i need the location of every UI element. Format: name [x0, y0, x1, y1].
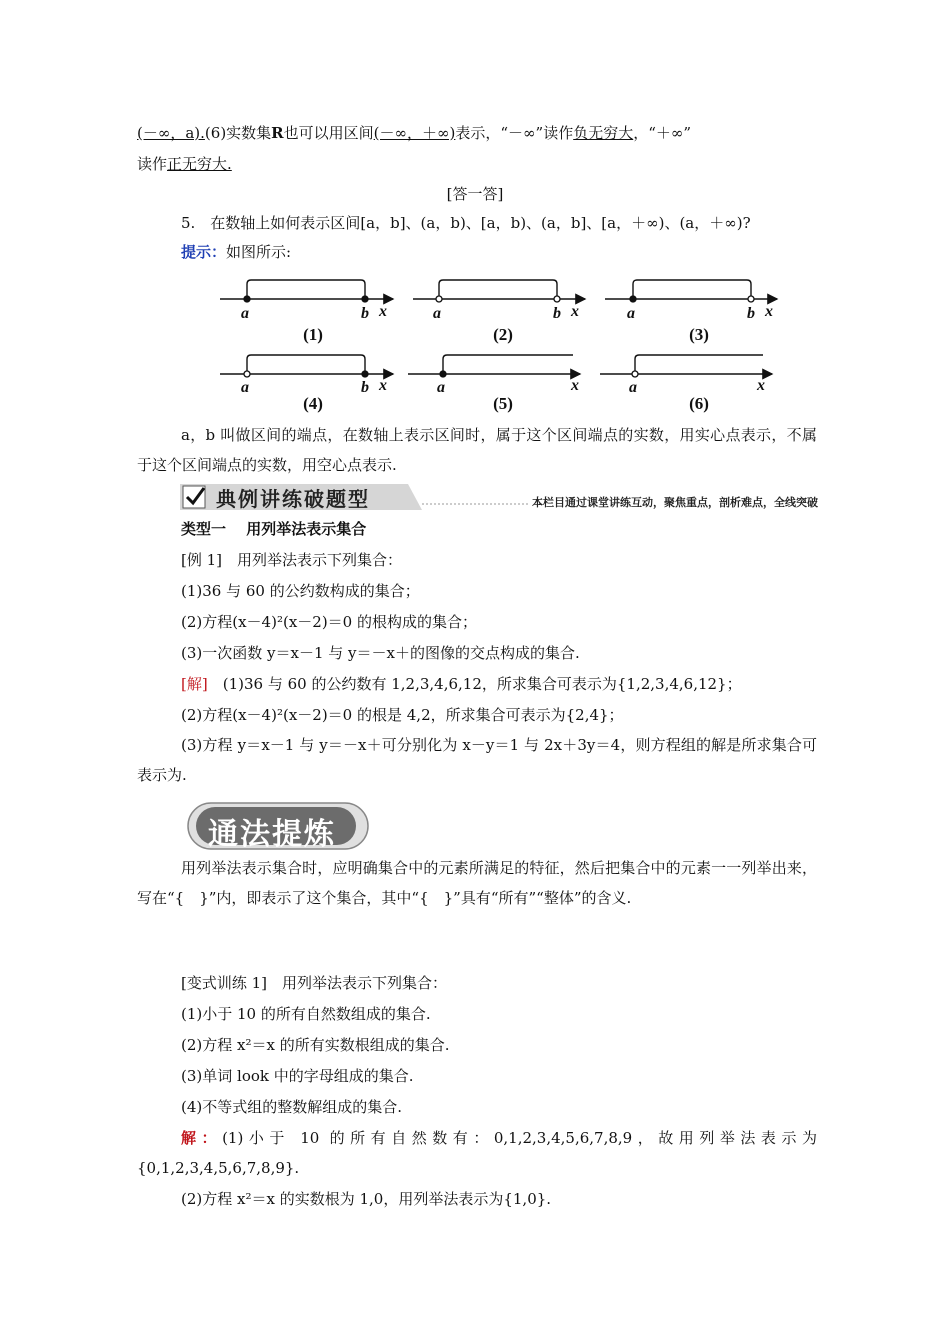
variant-q4: (4)不等式组的整数解组成的集合. — [181, 1098, 403, 1116]
label-x: x — [571, 377, 579, 394]
example-1-label: [例 1] 用列举法表示下列集合： — [181, 551, 403, 569]
label-b: b — [747, 305, 755, 322]
label-a: a — [437, 379, 445, 396]
figure-label-6: (6) — [689, 394, 709, 413]
solution-1-line1 — [181, 673, 742, 695]
solution-text: (1)36 与 60 的公约数有 1,2,3,4,6,12，所求集合可表示为{1,2,3,4,6,12}； — [222, 675, 742, 693]
section-banner — [180, 482, 850, 512]
method-title: 通法提炼 — [208, 817, 336, 852]
example-1-q2: (2)方程(x－4)²(x－2)＝0 的根构成的集合； — [181, 613, 477, 631]
variant-q1: (1)小于 10 的所有自然数组成的集合. — [181, 1005, 431, 1023]
type-1-heading: 类型一 用列举法表示集合 — [181, 520, 367, 538]
hint-text: 如图所示: — [226, 243, 292, 261]
example-1-q1: (1)36 与 60 的公约数构成的集合； — [181, 582, 420, 600]
label-a: a — [241, 379, 249, 396]
number-line-figure — [215, 276, 785, 416]
question-5: 5. 在数轴上如何表示区间[a，b]、(a，b)、[a，b)、(a，b]、[a，＋∞)、(a，＋∞)? — [181, 214, 751, 232]
endpoint-paragraph: a，b 叫做区间的端点，在数轴上表示区间时，属于这个区间端点的实数，用实心点表示，不属于这个区间端点的实数，用空心点表示. — [137, 426, 817, 474]
text-line-1 — [137, 122, 691, 144]
term-negative-infinity: 负无穷大 — [573, 124, 634, 142]
figure-label-1: (1) — [303, 325, 323, 344]
hint-label: 提示： — [181, 243, 227, 261]
example-1-q3: (3)一次函数 y＝x－1 与 y＝－x＋的图像的交点构成的集合. — [181, 644, 580, 662]
figure-label-2: (2) — [493, 325, 513, 344]
variant-q3: (3)单词 look 中的字母组成的集合. — [181, 1067, 414, 1085]
label-a: a — [629, 379, 637, 396]
variant-solution-label: 解： — [181, 1129, 223, 1147]
text-line-2 — [137, 153, 232, 175]
label-x: x — [379, 303, 387, 320]
variant-q2: (2)方程 x²＝x 的所有实数根组成的集合. — [181, 1036, 450, 1054]
term-positive-infinity: 正无穷大. — [167, 155, 232, 173]
label-x: x — [571, 303, 579, 320]
method-text: 用列举法表示集合时，应明确集合中的元素所满足的特征，然后把集合中的元素一一列举出来，写在“{ }”内，即表示了这个集合，其中“{ }”具有“所有”“整体”的含义. — [137, 859, 817, 907]
method-banner — [186, 797, 372, 853]
label-x: x — [765, 303, 773, 320]
label-x: x — [757, 377, 765, 394]
solution-1-line2: (2)方程(x－4)²(x－2)＝0 的根是 4,2，所求集合可表示为{2,4}； — [181, 706, 624, 724]
figure-label-5: (5) — [493, 394, 513, 413]
set-R: R — [271, 124, 284, 142]
interval-neg-inf-a: (－∞，a). — [137, 124, 205, 142]
text-fragment: ，“＋∞” — [633, 124, 692, 142]
label-x: x — [379, 377, 387, 394]
label-a: a — [241, 305, 249, 322]
label-b: b — [361, 305, 369, 322]
label-b: b — [361, 379, 369, 396]
banner-title: 典例讲练破题型 — [216, 487, 370, 511]
banner-subtitle: 本栏目通过课堂讲练互动，聚焦重点，剖析难点，全线突破 — [532, 496, 818, 509]
variant-label: [变式训练 1] 用列举法表示下列集合： — [181, 974, 448, 992]
label-a: a — [627, 305, 635, 322]
variant-solution-1 — [137, 1123, 817, 1183]
figure-label-3: (3) — [689, 325, 709, 344]
text-fragment: 读作 — [137, 155, 168, 173]
label-b: b — [553, 305, 561, 322]
label-a: a — [433, 305, 441, 322]
text-fragment: 表示，“－∞”读作 — [455, 124, 574, 142]
text-fragment: 也可以用区间 — [283, 124, 374, 142]
figure-label-4: (4) — [303, 394, 323, 413]
qa-heading: [答一答] — [446, 185, 504, 203]
interval-all-reals: (－∞，＋∞) — [373, 124, 456, 142]
variant-solution-2: (2)方程 x²＝x 的实数根为 1,0，用列举法表示为{1,0}. — [181, 1190, 552, 1208]
variant-solution-text: (1)小于 10 的所有自然数有：0,1,2,3,4,5,6,7,8,9，故用列举法表示为{0,1,2,3,4,5,6,7,8,9}. — [137, 1129, 817, 1177]
solution-1-line3: (3)方程 y＝x－1 与 y＝－x＋可分别化为 x－y＝1 与 2x＋3y＝4，则方程组的解是所求集合可表示为. — [137, 736, 817, 784]
hint-line — [181, 241, 291, 263]
solution-label: [解] — [181, 675, 208, 693]
text-fragment: (6)实数集 — [204, 124, 272, 142]
